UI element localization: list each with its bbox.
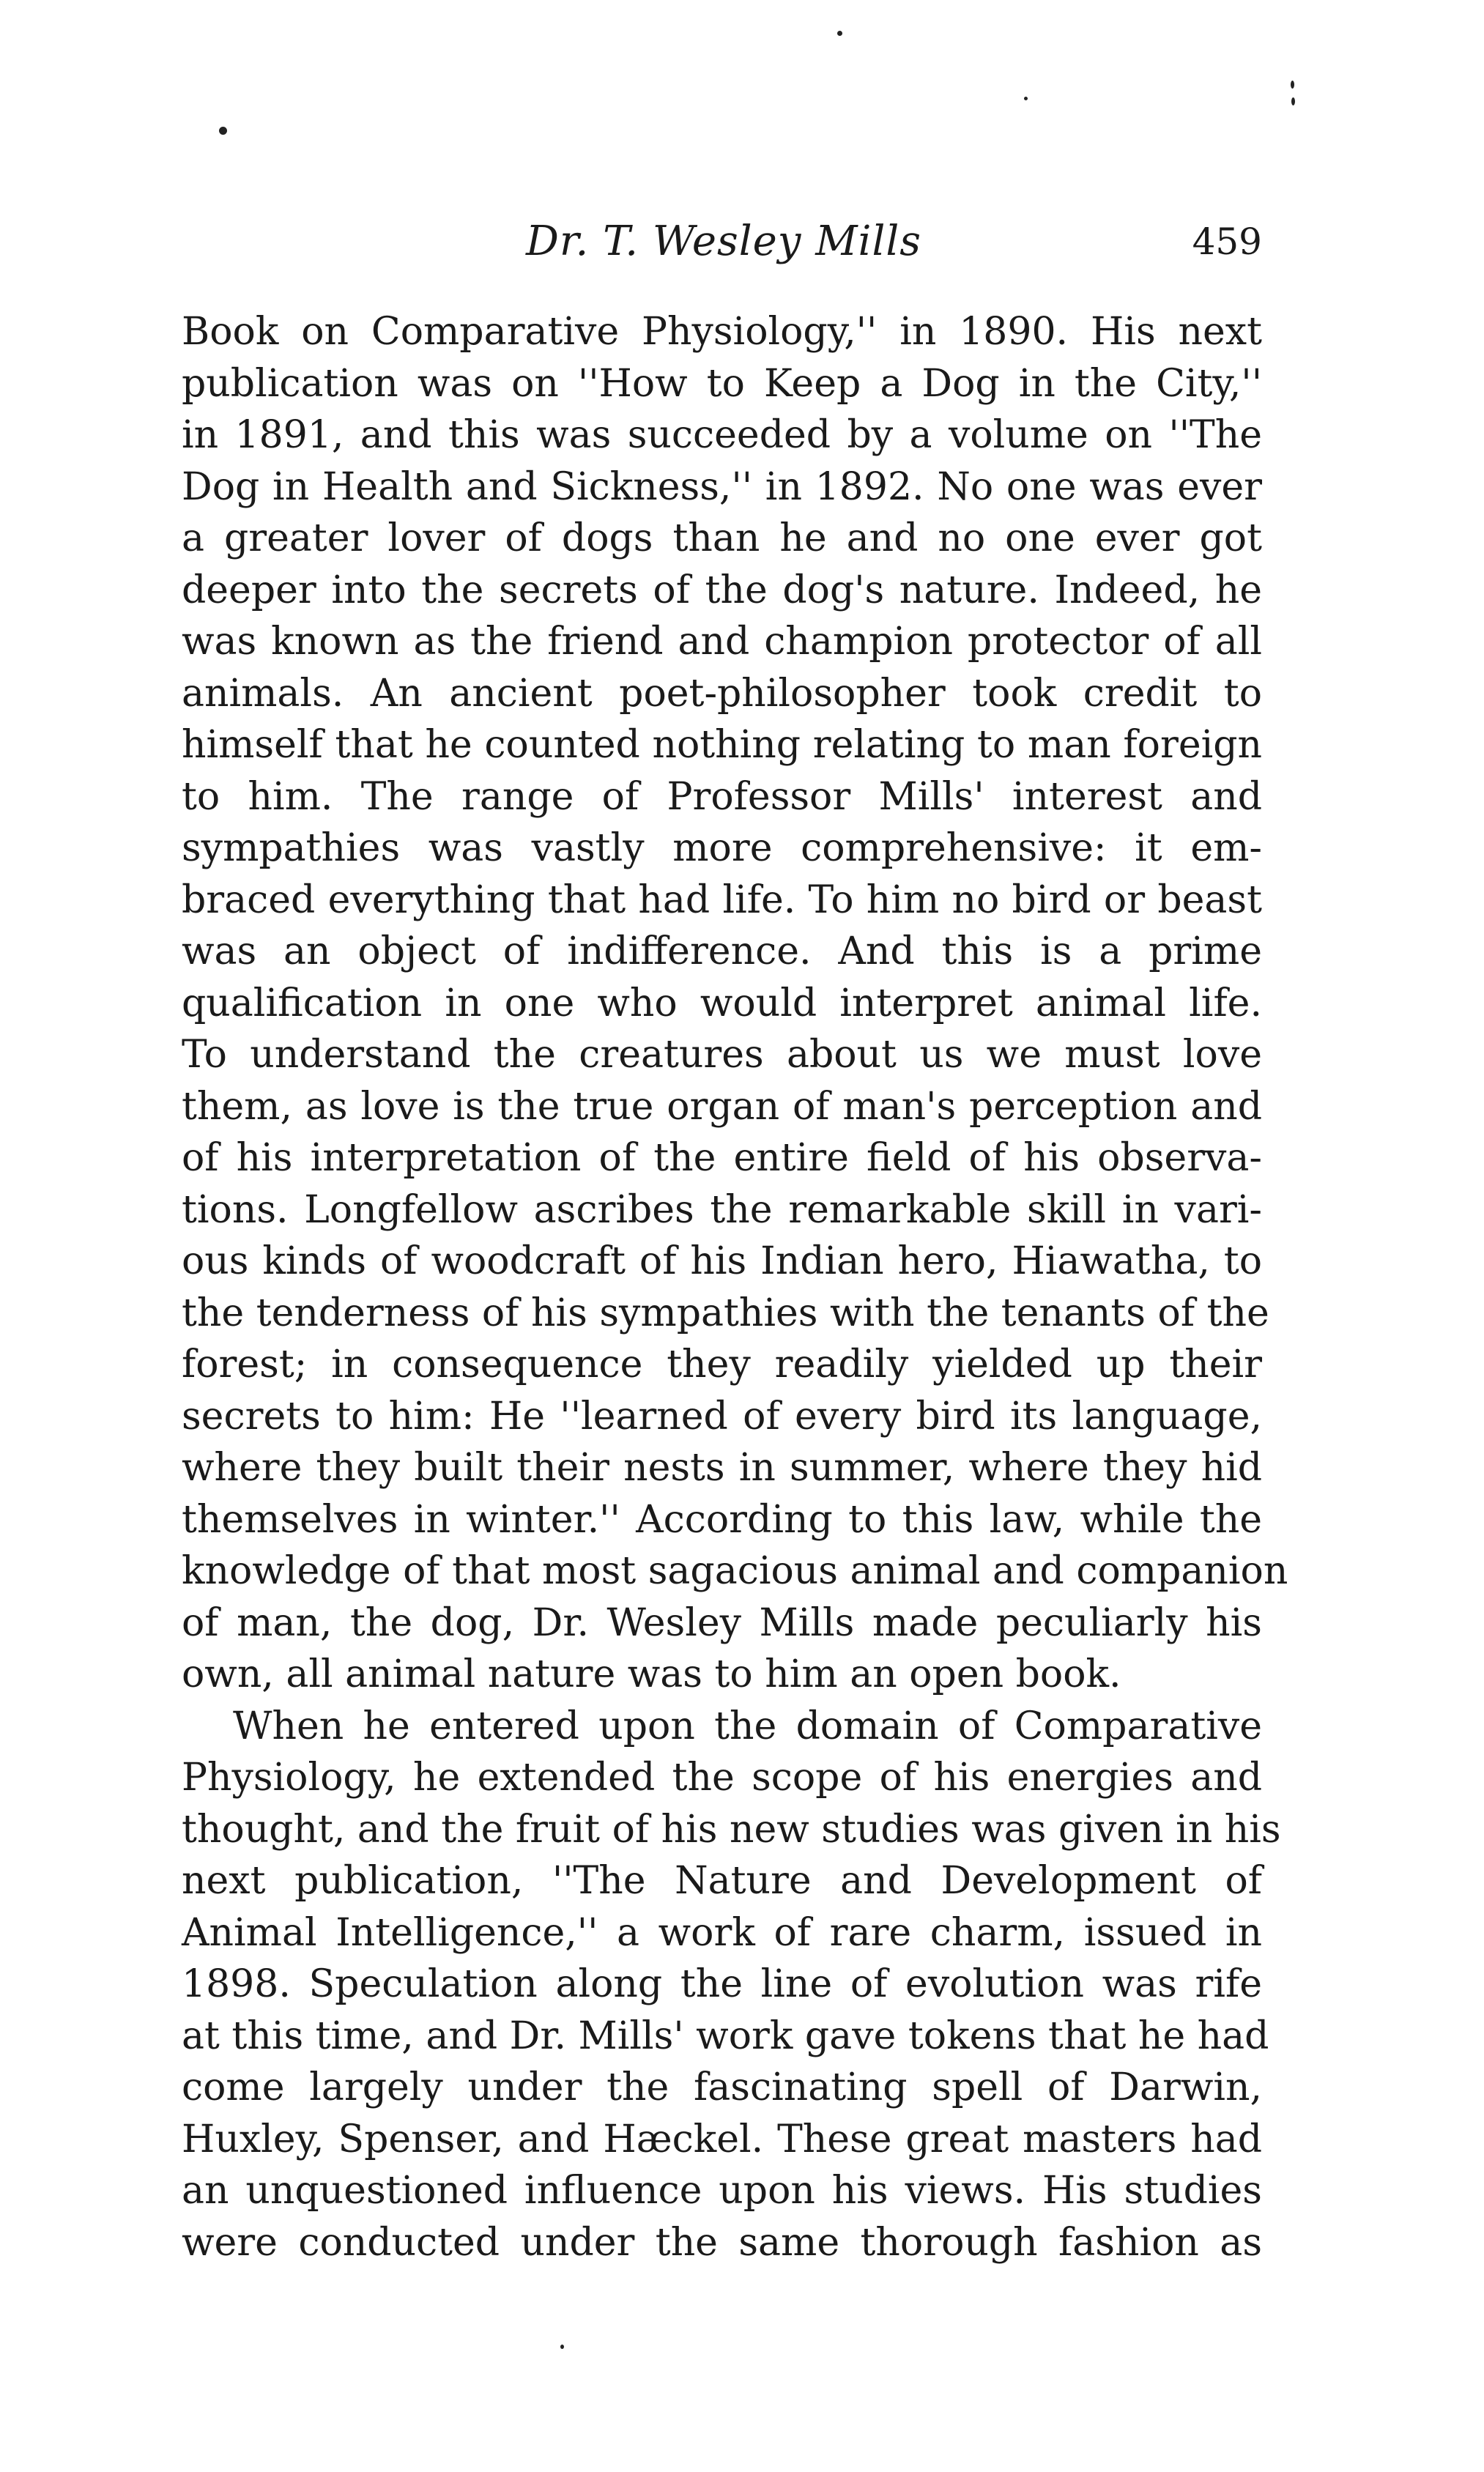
text-line: of his interpretation of the entire field of his observa- — [182, 1136, 1262, 1180]
text-line: thought, and the fruit of his new studies was given in his — [182, 1807, 1281, 1852]
text-line: them, as love is the true organ of man's perception and — [182, 1084, 1262, 1129]
text-line: of man, the dog, Dr. Wesley Mills made peculiarly his — [182, 1600, 1262, 1645]
text-line: where they built their nests in summer, where they hid — [182, 1446, 1262, 1490]
text-line: deeper into the secrets of the dog's nature. Indeed, he — [182, 568, 1262, 612]
text-line: When he entered upon the domain of Comparative — [233, 1704, 1262, 1748]
text-line: at this time, and Dr. Mills' work gave tokens that he had — [182, 2013, 1269, 2058]
text-line: was an object of indifference. And this is a prime — [182, 929, 1262, 973]
text-line: themselves in winter.'' According to this law, while the — [182, 1497, 1262, 1542]
paragraph — [182, 1701, 1281, 2269]
running-head: Dr. T. Wesley Mills — [526, 218, 922, 265]
text-line: Dog in Health and Sickness,'' in 1892. No one was ever — [182, 464, 1262, 509]
page-header — [182, 209, 1262, 275]
page-number: 459 — [1192, 220, 1262, 263]
text-line: secrets to him: He ''learned of every bird its language, — [182, 1394, 1262, 1439]
text-line: Physiology, he extended the scope of his energies and — [182, 1756, 1262, 1800]
text-line: a greater lover of dogs than he and no one ever got — [182, 516, 1262, 560]
text-line: ous kinds of woodcraft of his Indian hero, Hiawatha, to — [182, 1239, 1262, 1283]
text-line: Animal Intelligence,'' a work of rare charm, issued in — [182, 1910, 1262, 1955]
text-line: animals. An ancient poet-philosopher took credit to — [182, 671, 1262, 716]
text-line: was known as the friend and champion protector of all — [182, 620, 1262, 664]
text-line: tions. Longfellow ascribes the remarkable skill in vari- — [182, 1187, 1262, 1232]
text-line: publication was on ''How to Keep a Dog in the City,'' — [182, 361, 1262, 406]
text-line: own, all animal nature was to him an open book. — [182, 1652, 1121, 1696]
text-line: Book on Comparative Physiology,'' in 1890. His next — [182, 310, 1262, 354]
text-line: next publication, ''The Nature and Development of — [182, 1859, 1262, 1903]
text-line: Huxley, Spenser, and Hæckel. These great masters had — [182, 2117, 1262, 2161]
text-line: come largely under the fascinating spell of Darwin, — [182, 2065, 1262, 2109]
text-line: forest; in consequence they readily yielded up their — [182, 1343, 1262, 1387]
text-line: knowledge of that most sagacious animal and companion — [182, 1549, 1288, 1593]
text-line: an unquestioned influence upon his views. His studies — [182, 2169, 1262, 2213]
text-line: braced everything that had life. To him no bird or beast — [182, 877, 1262, 922]
scan-speck — [1024, 97, 1028, 100]
text-line: the tenderness of his sympathies with the tenants of the — [182, 1291, 1269, 1335]
text-line: were conducted under the same thorough fashion as — [182, 2220, 1262, 2265]
text-line: 1898. Speculation along the line of evolution was rife — [182, 1962, 1262, 2006]
body-text — [182, 306, 1288, 2284]
scan-speck — [219, 127, 227, 135]
text-line: himself that he counted nothing relating to man foreign — [182, 723, 1262, 767]
text-line: in 1891, and this was succeeded by a volume on ''The — [182, 413, 1262, 457]
scan-speck — [837, 31, 842, 36]
text-line: sympathies was vastly more comprehensive: it em- — [182, 826, 1262, 870]
text-line: qualification in one who would interpret animal life. — [182, 981, 1262, 1025]
scan-speck — [560, 2345, 564, 2349]
text-line: to him. The range of Professor Mills' interest and — [182, 774, 1262, 819]
paragraph — [182, 306, 1288, 1701]
scan-speck — [1291, 97, 1295, 105]
text-line: To understand the creatures about us we must love — [182, 1033, 1262, 1077]
scan-speck — [1291, 81, 1294, 89]
